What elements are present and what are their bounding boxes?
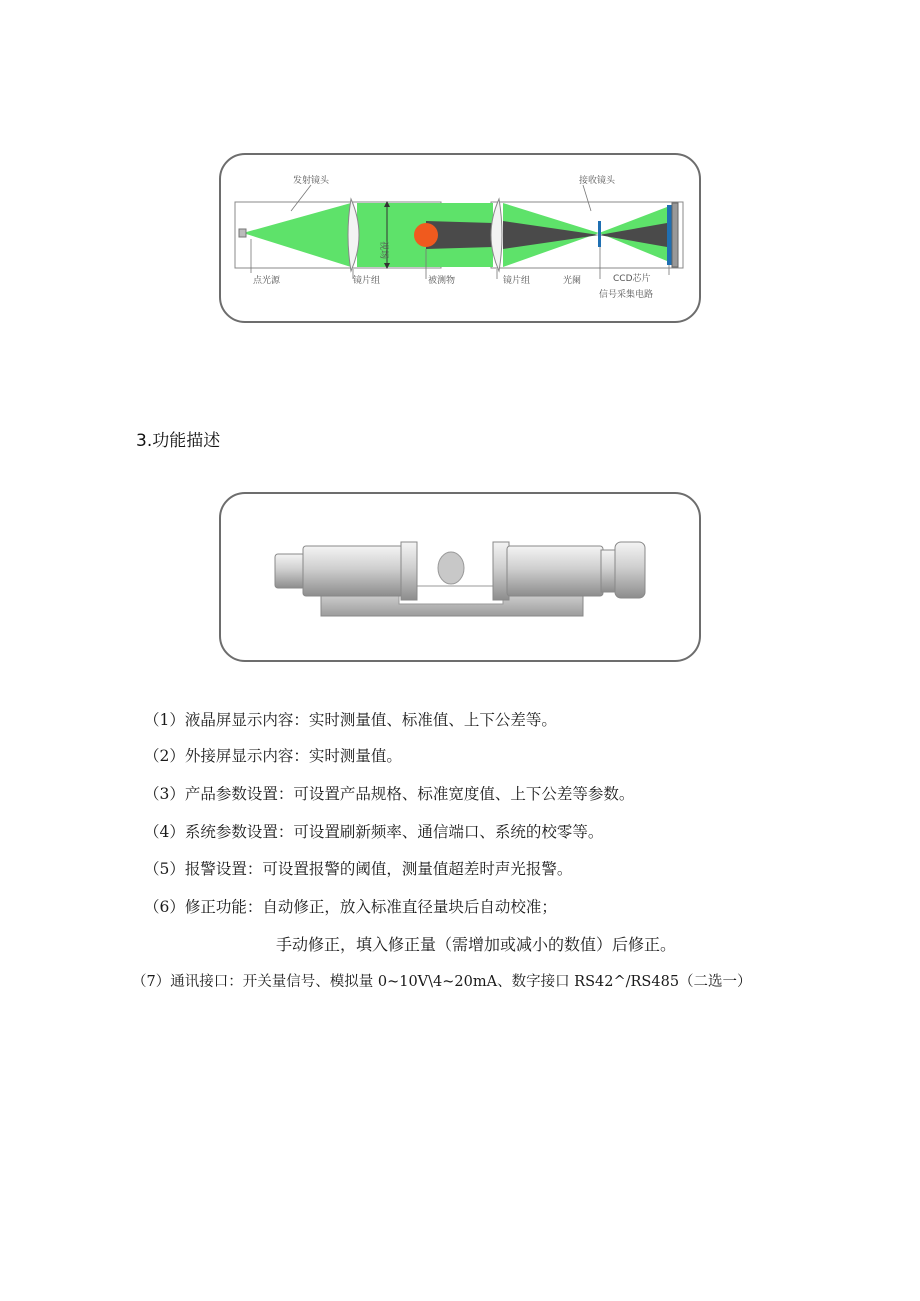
section-heading: 3.功能描述 (136, 431, 221, 451)
device-svg (221, 494, 699, 660)
feature-5: （5）报警设置：可设置报警的阈值，测量值超差时声光报警。 (144, 860, 573, 878)
measured-object (414, 223, 438, 247)
optical-diagram-svg (221, 155, 699, 321)
label-beam-width: 视场 (378, 241, 388, 260)
label-object: 被测物 (428, 276, 456, 286)
label-aperture: 光阑 (563, 276, 582, 286)
receiver-collar (601, 550, 615, 592)
feature-7: （7）通讯接口：开关量信号、模拟量 0~10V\4~20mA、数字接口 RS42^/RS485（二选一） (132, 974, 752, 990)
receiver-body (507, 546, 603, 596)
signal-board (672, 203, 678, 267)
feature-2: （2）外接屏显示内容：实时测量值。 (144, 747, 402, 765)
label-lens-group-right: 镜片组 (503, 276, 531, 286)
feature-3: （3）产品参数设置：可设置产品规格、标准宽度值、上下公差等参数。 (144, 785, 635, 803)
left-cap (275, 554, 305, 588)
label-emit-lens: 发射镜头 (293, 176, 330, 186)
feature-6: （6）修正功能：自动修正，放入标准直径量块后自动校准； (144, 898, 557, 916)
optical-principle-diagram (219, 153, 701, 323)
label-signal-circuit: 信号采集电路 (599, 290, 654, 300)
emitter-flange (401, 542, 417, 600)
ccd-chip (667, 205, 672, 265)
device-illustration (219, 492, 701, 662)
object-rod (438, 552, 464, 584)
label-lens-group-left: 镜片组 (353, 276, 381, 286)
emitter-body (303, 546, 403, 596)
feature-1: （1）液晶屏显示内容：实时测量值、标准值、上下公差等。 (144, 711, 557, 729)
receiver-cap (615, 542, 645, 598)
feature-6-continued: 手动修正，填入修正量（需增加或减小的数值）后修正。 (276, 935, 677, 954)
point-source-icon (239, 229, 246, 237)
feature-4: （4）系统参数设置：可设置刷新频率、通信端口、系统的校零等。 (144, 823, 604, 841)
label-receive-lens: 接收镜头 (579, 176, 616, 186)
label-point-source: 点光源 (253, 276, 281, 286)
aperture-icon (598, 221, 601, 247)
emit-beam (243, 203, 351, 267)
label-ccd: CCD芯片 (613, 274, 651, 284)
